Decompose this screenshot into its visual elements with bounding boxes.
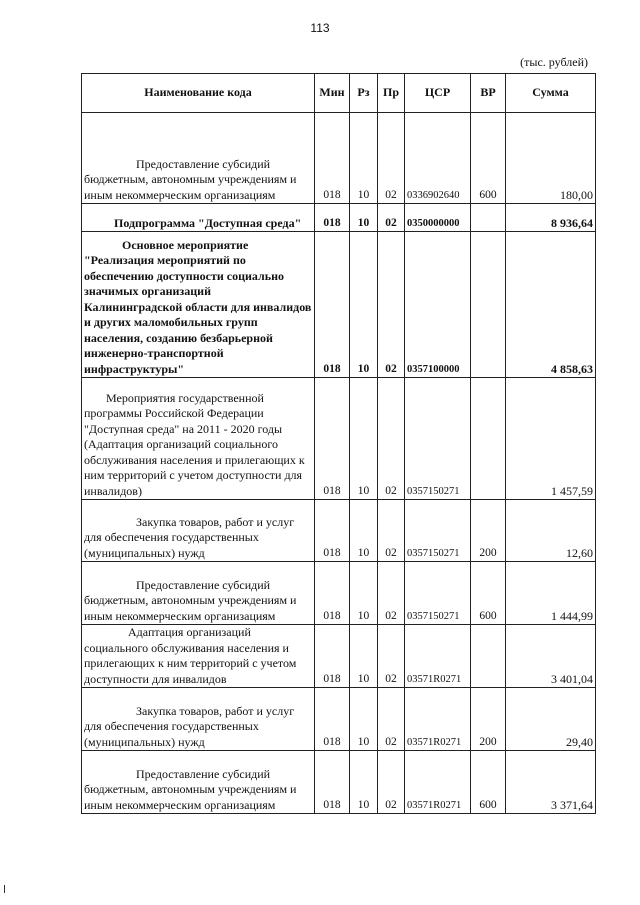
row-rz: 10 xyxy=(350,378,378,500)
header-vr: ВР xyxy=(471,74,506,113)
row-rz: 10 xyxy=(350,751,378,814)
row-name: Подпрограмма "Доступная среда" xyxy=(82,204,315,232)
row-csr: 0357150271 xyxy=(405,562,471,625)
row-csr: 03571R0271 xyxy=(405,688,471,751)
row-min: 018 xyxy=(315,500,350,562)
header-sum: Сумма xyxy=(506,74,596,113)
row-sum: 1 444,99 xyxy=(506,562,596,625)
row-vr xyxy=(471,232,506,378)
row-name: Основное мероприятие "Реализация мероприятий по обеспечению доступности социально значимых организаций Калининградской области для инвалидов и других маломобильных групп населения, созданию безбарьерной инженерно-транспортной инфраструктуры" xyxy=(82,232,315,378)
table-row xyxy=(82,751,596,814)
row-vr: 200 xyxy=(471,500,506,562)
row-vr: 200 xyxy=(471,688,506,751)
row-sum: 8 936,64 xyxy=(506,204,596,232)
row-pr: 02 xyxy=(378,113,405,204)
row-min: 018 xyxy=(315,204,350,232)
row-rz: 10 xyxy=(350,204,378,232)
header-rz: Рз xyxy=(350,74,378,113)
row-vr xyxy=(471,204,506,232)
row-name: Адаптация организаций социального обслуживания населения и прилегающих к ним территорий с учетом доступности для инвалидов xyxy=(82,625,315,688)
row-csr: 0357100000 xyxy=(405,232,471,378)
row-min: 018 xyxy=(315,113,350,204)
row-name: Мероприятия государственной программы Российской Федерации "Доступная среда" на 2011 - 2020 годы (Адаптация организаций социального обслуживания населения и прилегающих к ним территорий с учетом доступности для инвалидов) xyxy=(82,378,315,500)
row-sum: 3 401,04 xyxy=(506,625,596,688)
row-rz: 10 xyxy=(350,113,378,204)
row-csr: 0357150271 xyxy=(405,500,471,562)
row-rz: 10 xyxy=(350,500,378,562)
table-row xyxy=(82,500,596,562)
row-pr: 02 xyxy=(378,751,405,814)
row-pr: 02 xyxy=(378,625,405,688)
row-sum: 180,00 xyxy=(506,113,596,204)
header-name: Наименование кода xyxy=(82,74,315,113)
row-vr: 600 xyxy=(471,562,506,625)
row-vr xyxy=(471,625,506,688)
row-pr: 02 xyxy=(378,562,405,625)
row-name: Закупка товаров, работ и услуг для обеспечения государственных (муниципальных) нужд xyxy=(82,688,315,751)
header-row xyxy=(82,74,596,113)
row-csr: 0357150271 xyxy=(405,378,471,500)
table-row xyxy=(82,378,596,500)
row-vr xyxy=(471,378,506,500)
page-number: 113 xyxy=(310,21,330,35)
row-csr: 0336902640 xyxy=(405,113,471,204)
row-min: 018 xyxy=(315,751,350,814)
row-pr: 02 xyxy=(378,204,405,232)
row-rz: 10 xyxy=(350,562,378,625)
row-min: 018 xyxy=(315,688,350,751)
row-sum: 12,60 xyxy=(506,500,596,562)
row-sum: 4 858,63 xyxy=(506,232,596,378)
row-min: 018 xyxy=(315,625,350,688)
table-row xyxy=(82,562,596,625)
table-row xyxy=(82,625,596,688)
row-name: Предоставление субсидий бюджетным, автономным учреждениям и иным некоммерческим организациям xyxy=(82,113,315,204)
table-row xyxy=(82,688,596,751)
row-name: Предоставление субсидий бюджетным, автономным учреждениям и иным некоммерческим организациям xyxy=(82,562,315,625)
header-pr: Пр xyxy=(378,74,405,113)
row-rz: 10 xyxy=(350,688,378,751)
row-pr: 02 xyxy=(378,688,405,751)
row-csr: 0350000000 xyxy=(405,204,471,232)
table-row xyxy=(82,232,596,378)
row-pr: 02 xyxy=(378,500,405,562)
row-csr: 03571R0271 xyxy=(405,625,471,688)
row-rz: 10 xyxy=(350,232,378,378)
table-row xyxy=(82,113,596,204)
row-pr: 02 xyxy=(378,378,405,500)
row-name: Предоставление субсидий бюджетным, автономным учреждениям и иным некоммерческим организациям xyxy=(82,751,315,814)
units-caption: (тыс. рублей) xyxy=(520,55,588,69)
header-min: Мин xyxy=(315,74,350,113)
row-min: 018 xyxy=(315,562,350,625)
row-sum: 29,40 xyxy=(506,688,596,751)
row-sum: 3 371,64 xyxy=(506,751,596,814)
margin-mark xyxy=(4,885,5,893)
row-rz: 10 xyxy=(350,625,378,688)
table-row xyxy=(82,204,596,232)
row-csr: 03571R0271 xyxy=(405,751,471,814)
row-vr: 600 xyxy=(471,113,506,204)
row-sum: 1 457,59 xyxy=(506,378,596,500)
header-csr: ЦСР xyxy=(405,74,471,113)
budget-table xyxy=(81,73,596,814)
row-min: 018 xyxy=(315,232,350,378)
row-vr: 600 xyxy=(471,751,506,814)
row-min: 018 xyxy=(315,378,350,500)
row-name: Закупка товаров, работ и услуг для обеспечения государственных (муниципальных) нужд xyxy=(82,500,315,562)
row-pr: 02 xyxy=(378,232,405,378)
